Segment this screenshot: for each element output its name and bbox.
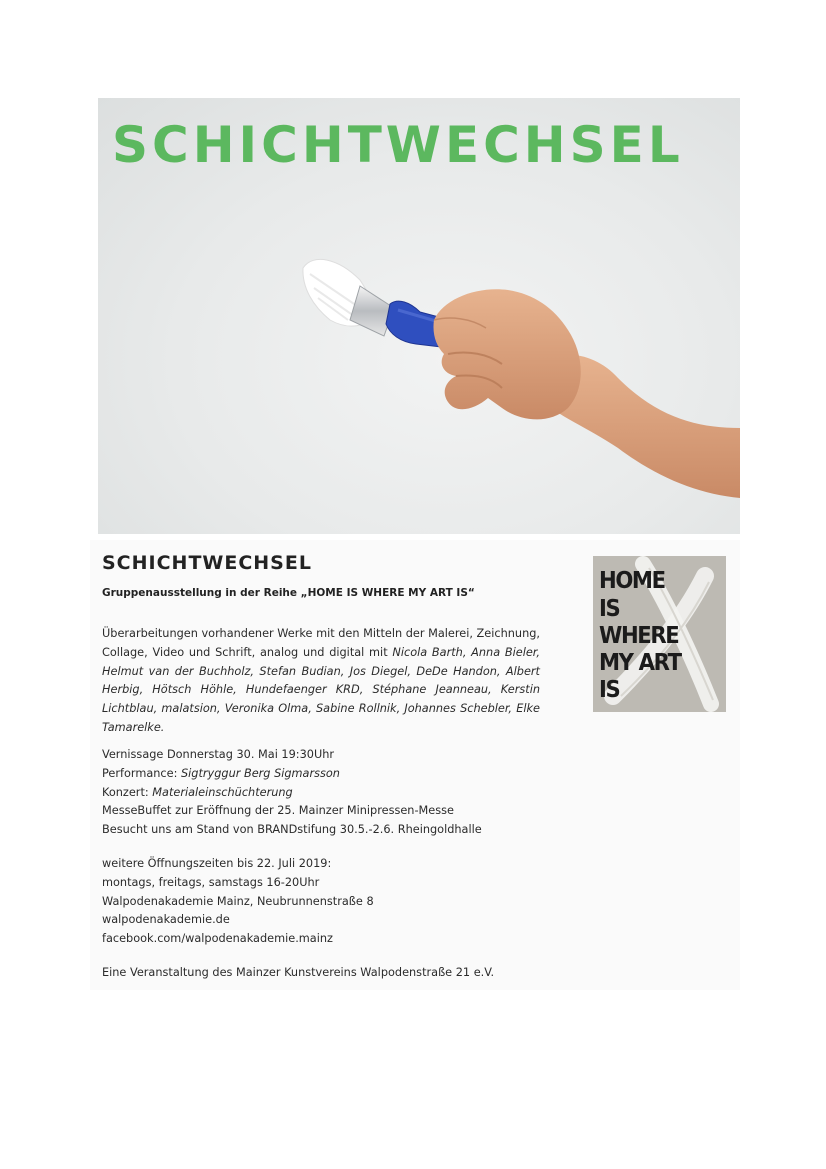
- hero-image: [98, 98, 740, 534]
- home-is-where-my-art-is-logo: [593, 556, 726, 712]
- facebook-link[interactable]: facebook.com/walpodenakademie.mainz: [102, 932, 333, 946]
- concert-label: Konzert:: [102, 785, 153, 799]
- stand-line: Besucht uns am Stand von BRANDstifung 30.5.-2.6. Rheingoldhalle: [102, 823, 482, 837]
- description-intro: Überarbeitungen vorhandener Werke mit den Mitteln der Malerei, Zeichnung, Collage, Video und Schrift, analog und digital mit: [102, 627, 540, 659]
- program-list: [102, 746, 482, 840]
- buffet-line: MesseBuffet zur Eröffnung der 25. Mainzer Minipressen-Messe: [102, 804, 454, 818]
- vernissage-line: Vernissage Donnerstag 30. Mai 19:30Uhr: [102, 748, 335, 761]
- hours-intro: weitere Öffnungszeiten bis 22. Juli 2019:: [102, 857, 332, 870]
- concert-artist: Materialeinschüchterung: [152, 785, 293, 799]
- logo-line-4: MY ART: [599, 650, 681, 676]
- event-subtitle: Gruppenausstellung in der Reihe „HOME IS WHERE MY ART IS“: [102, 587, 475, 599]
- hero-title: SCHICHTWECHSEL: [112, 116, 684, 174]
- concert-line: [102, 784, 482, 803]
- logo-line-3: WHERE: [599, 623, 679, 649]
- opening-days: montags, freitags, samstags 16-20Uhr: [102, 875, 320, 889]
- organizer-line: Eine Veranstaltung des Mainzer Kunstvereins Walpodenstraße 21 e.V.: [102, 966, 495, 979]
- footer: [102, 964, 494, 983]
- info-list: [102, 855, 374, 949]
- event-title: SCHICHTWECHSEL: [102, 552, 312, 574]
- event-description: [102, 625, 540, 738]
- website-link[interactable]: walpodenakademie.de: [102, 913, 230, 927]
- logo-line-1: HOME: [599, 568, 665, 594]
- logo-line-5: IS: [599, 677, 620, 703]
- hand: [433, 289, 580, 419]
- artist-list: Nicola Barth, Anna Bieler, Helmut van der Buchholz, Stefan Budian, Jos Diegel, DeDe Handon, Albert Herbig, Hötsch Höhle, Hundefaenger KRD, Stéphane Jeanneau, Kerstin Lichtblau, malatsion, Veronika Olma, Sabine Rollnik, Johannes Schebler, Elke Tamarelke.: [102, 645, 541, 734]
- performance-label: Performance:: [102, 766, 181, 780]
- performance-artist: Sigtryggur Berg Sigmarsson: [180, 766, 340, 780]
- address-line: Walpodenakademie Mainz, Neubrunnenstraße 8: [102, 894, 374, 908]
- performance-line: [102, 765, 482, 784]
- logo-line-2: IS: [599, 596, 620, 622]
